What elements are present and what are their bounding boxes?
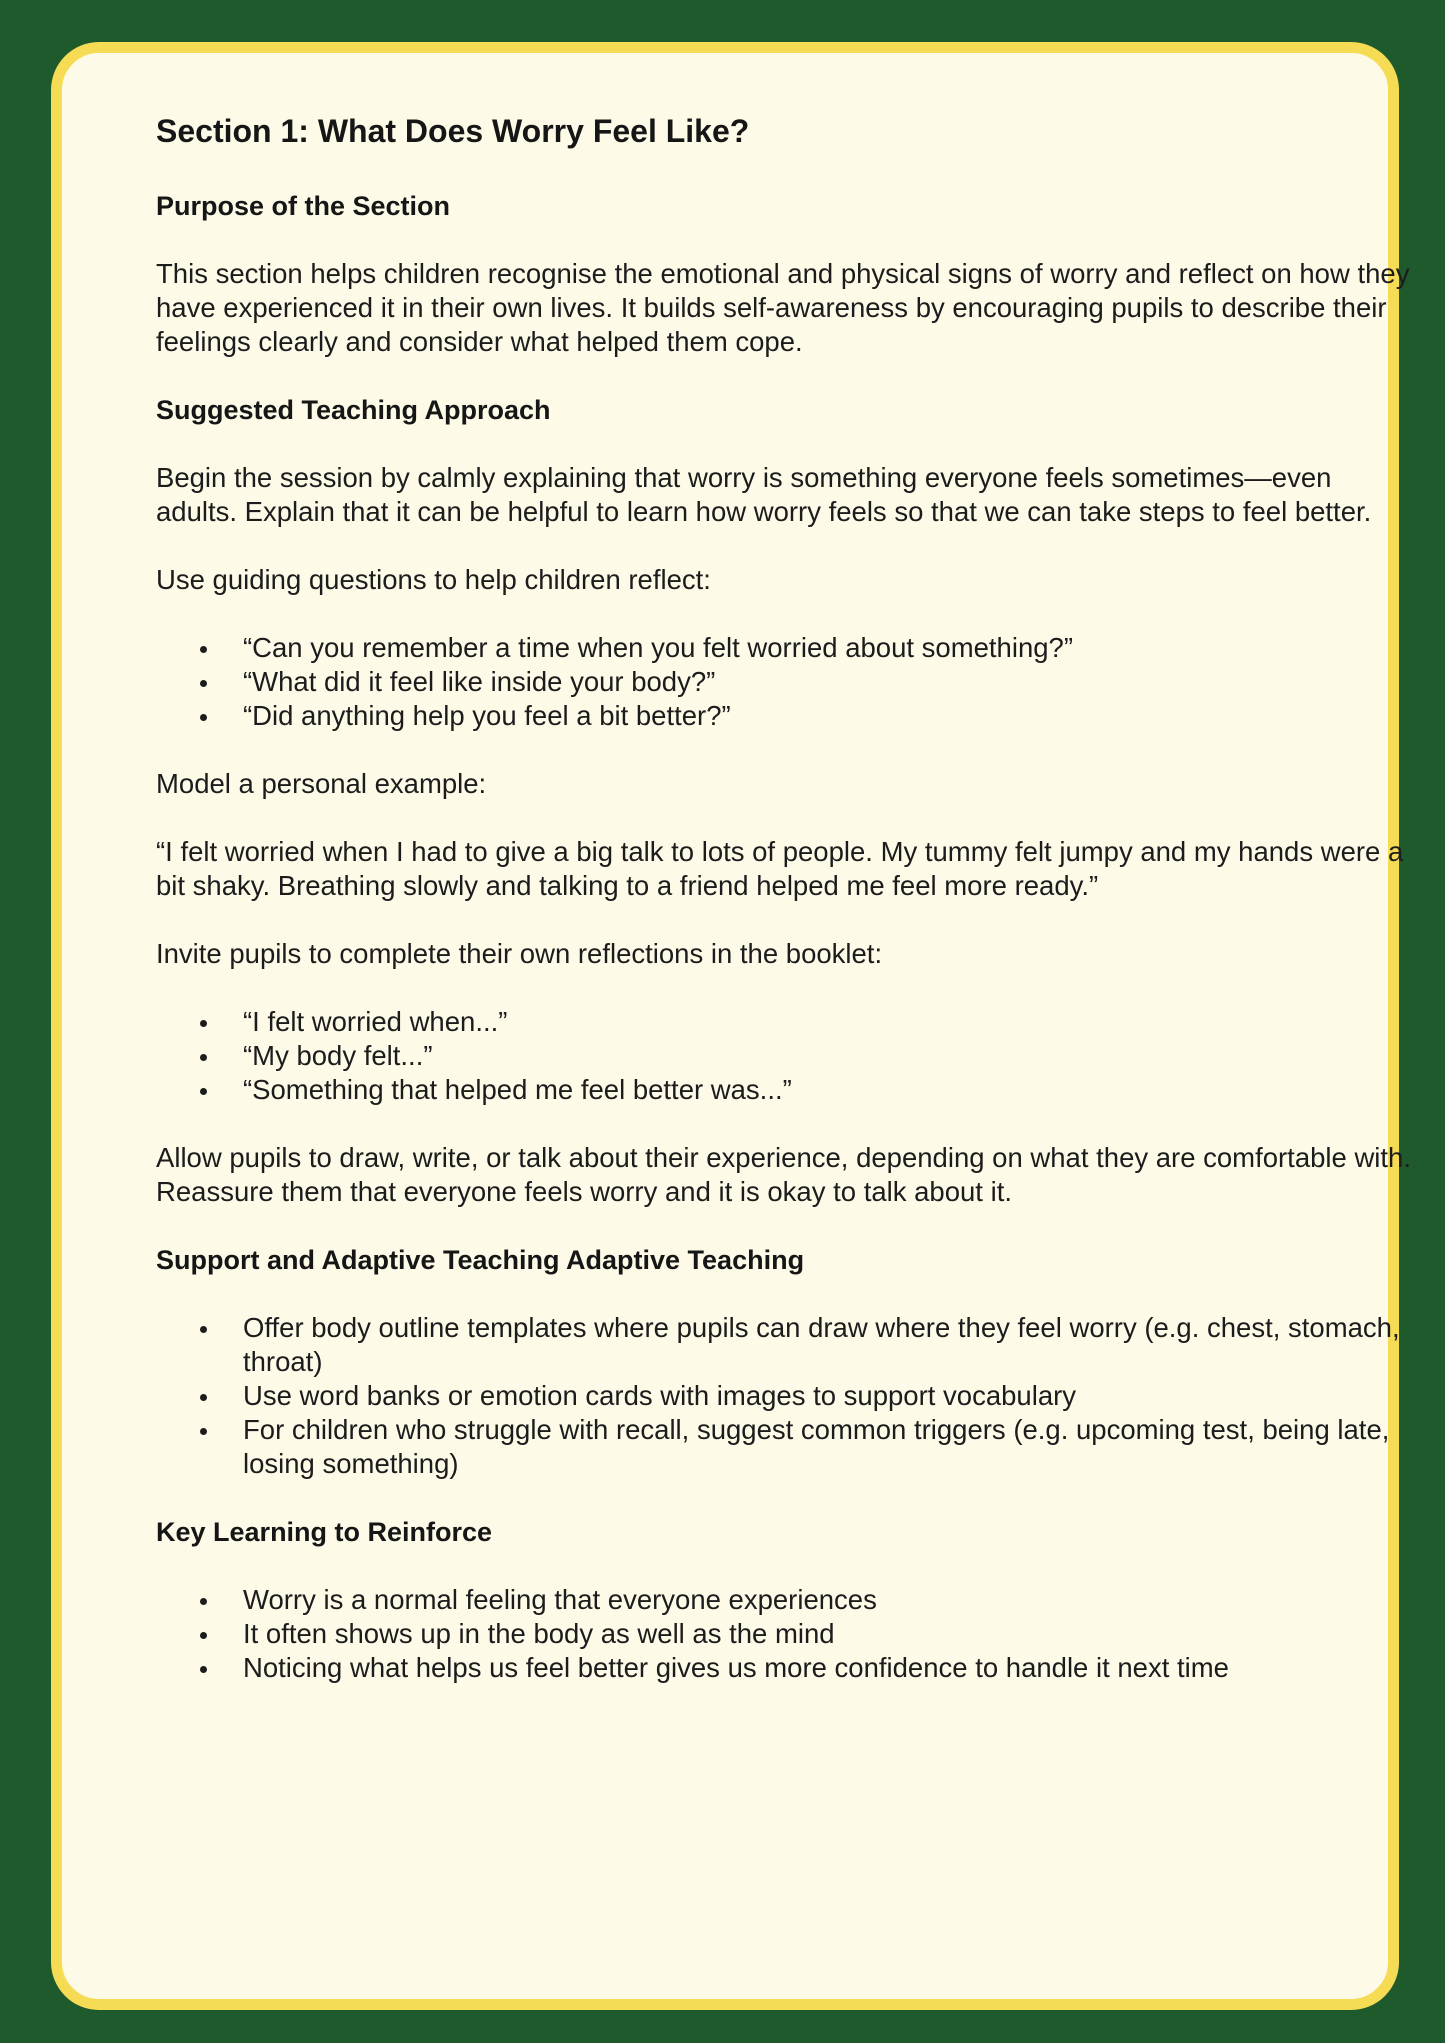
approach-heading: Suggested Teaching Approach [156,395,551,425]
bullet-icon [200,680,207,687]
bullet-icon [200,1088,207,1095]
list-item [156,1005,1416,1039]
list-item-text: “Something that helped me feel better was...” [243,1074,792,1105]
key-learning-list [156,1583,1416,1685]
list-item-text: Worry is a normal feeling that everyone experiences [243,1584,877,1615]
list-item [156,1583,1416,1617]
page-card [51,42,1411,2010]
support-list [156,1311,1416,1481]
bullet-icon [200,646,207,653]
bullet-icon [200,714,207,721]
list-item-text: Use word banks or emotion cards with images to support vocabulary [243,1380,1077,1411]
purpose-heading: Purpose of the Section [156,191,451,221]
document-content [156,111,1416,1719]
list-item-text: For children who struggle with recall, suggest common triggers (e.g. upcoming test, being late, losing something) [243,1414,1390,1479]
section-title: Section 1: What Does Worry Feel Like? [156,113,750,149]
approach-intro: Begin the session by calmly explaining that worry is something everyone feels sometimes—even adults. Explain that it can be helpful to learn how worry feels so that we can take steps to feel better. [156,462,1372,527]
list-item [156,1039,1416,1073]
bullet-icon [200,1666,207,1673]
list-item [156,1379,1416,1413]
key-learning-heading: Key Learning to Reinforce [156,1517,493,1547]
list-item-text: Noticing what helps us feel better gives us more confidence to handle it next time [243,1652,1229,1683]
model-example-lead: Model a personal example: [156,768,487,799]
guiding-questions-list [156,631,1416,733]
purpose-text: This section helps children recognise the emotional and physical signs of worry and reflect on how they have experienced it in their own lives. It builds self-awareness by encouraging pupils to describe their feelings clearly and consider what helped them cope. [156,258,1410,357]
bullet-icon [200,1394,207,1401]
approach-closing: Allow pupils to draw, write, or talk about their experience, depending on what they are comfortable with. Reassure them that everyone feels worry and it is okay to talk about it. [156,1142,1411,1207]
model-example-quote: “I felt worried when I had to give a big talk to lots of people. My tummy felt jumpy and my hands were a bit shaky. Breathing slowly and talking to a friend helped me feel more ready.” [156,836,1404,901]
list-item [156,1311,1416,1379]
list-item [156,1413,1416,1481]
support-heading: Support and Adaptive Teaching Adaptive Teaching [156,1245,805,1275]
bullet-icon [200,1632,207,1639]
list-item [156,1651,1416,1685]
list-item-text: “My body felt...” [243,1040,433,1071]
list-item [156,631,1416,665]
list-item-text: It often shows up in the body as well as the mind [243,1618,835,1649]
list-item-text: “I felt worried when...” [243,1006,508,1037]
invite-lead: Invite pupils to complete their own reflections in the booklet: [156,938,883,969]
list-item [156,1073,1416,1107]
list-item [156,1617,1416,1651]
bullet-icon [200,1326,207,1333]
reflection-prompts-list [156,1005,1416,1107]
guiding-questions-lead: Use guiding questions to help children reflect: [156,564,711,595]
bullet-icon [200,1054,207,1061]
list-item-text: Offer body outline templates where pupils can draw where they feel worry (e.g. chest, stomach, throat) [243,1312,1400,1377]
list-item-text: “Can you remember a time when you felt worried about something?” [243,632,1073,663]
list-item [156,699,1416,733]
list-item-text: “What did it feel like inside your body?” [243,666,716,697]
bullet-icon [200,1428,207,1435]
list-item [156,665,1416,699]
bullet-icon [200,1598,207,1605]
bullet-icon [200,1020,207,1027]
list-item-text: “Did anything help you feel a bit better?” [243,700,731,731]
